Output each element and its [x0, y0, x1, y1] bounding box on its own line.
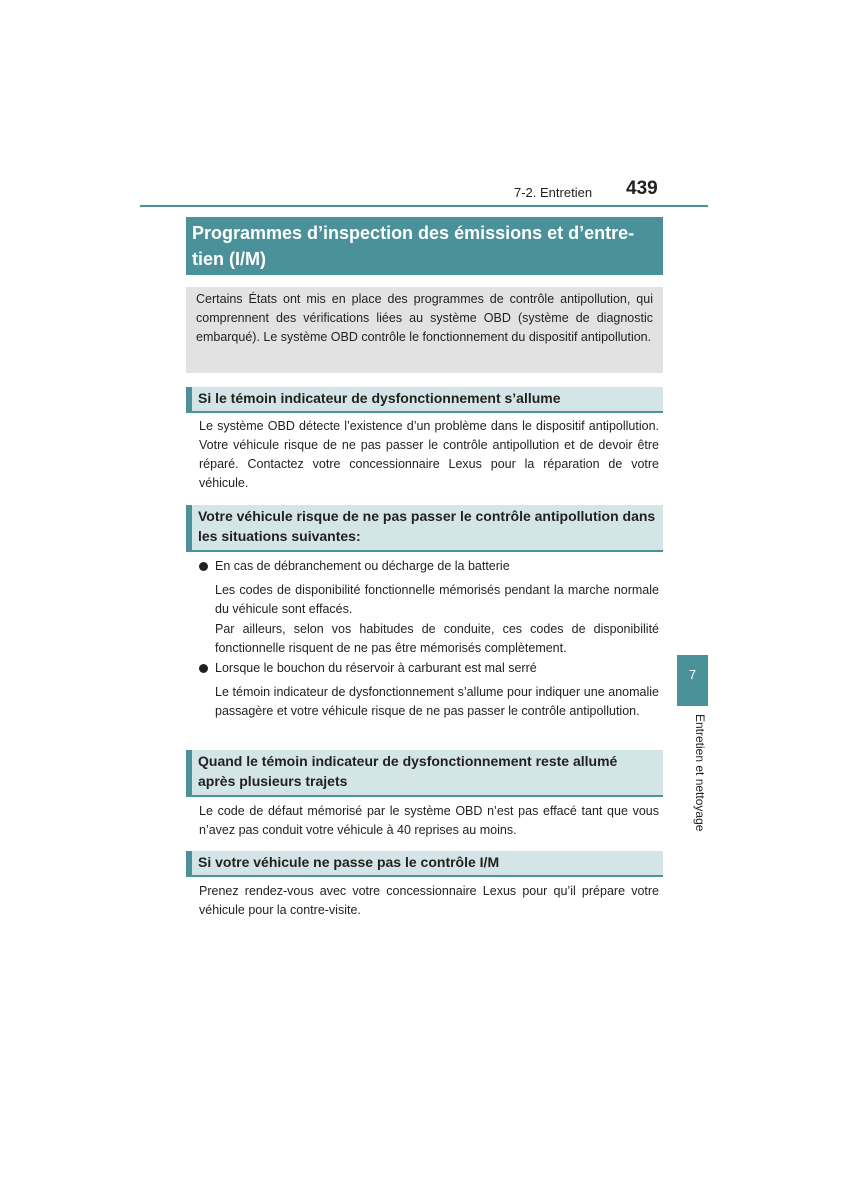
bullet-text-battery-2: Par ailleurs, selon vos habitudes de conduite, ces codes de disponibilité fonctionnelle risquent de ne pas être mémorisés complètement.: [215, 622, 659, 655]
section-text-warning-light: Le système OBD détecte l’existence d’un problème dans le dispositif antipollution. Votre véhicule risque de ne pas passer le contrôle antipollution et de devoir être réparé. Contactez votre concessionnaire Lexus pour la réparation de votre véhicule.: [199, 419, 659, 490]
section-text-fail-inspection: Prenez rendez-vous avec votre concessionnaire Lexus pour qu’il prépare votre véhicule pour la contre-visite.: [199, 884, 659, 917]
bullet-title-fuel-cap: Lorsque le bouchon du réservoir à carburant est mal serré: [215, 661, 537, 675]
bullet-icon: [199, 562, 208, 571]
page-title: Programmes d’inspection des émissions et d’entre-tien (I/M): [186, 217, 663, 275]
bullet-text-fuel-cap: Le témoin indicateur de dysfonctionnement s’allume pour indiquer une anomalie passagère et votre véhicule risque de ne pas passer le contrôle antipollution.: [215, 685, 659, 718]
intro-box: Certains États ont mis en place des programmes de contrôle antipollution, qui comprennent des vérifications liées au système OBD (système de diagnostic embarqué). Le système OBD contrôle le fonctionnement du dispositif antipollution.: [186, 287, 663, 373]
bullet-icon: [199, 664, 208, 673]
page-number: 439: [626, 178, 658, 199]
running-header-section: 7-2. Entretien: [514, 185, 593, 200]
header-divider: [140, 205, 708, 207]
section-heading-warning-light: Si le témoin indicateur de dysfonctionnement s’allume: [186, 387, 663, 411]
bullet-text-battery-1: Les codes de disponibilité fonctionnelle mémorisés pendant la marche normale du véhicule sont effacés.: [215, 583, 659, 616]
chapter-tab: 7: [677, 655, 708, 706]
bullet-title-battery: En cas de débranchement ou décharge de la batterie: [215, 559, 510, 573]
section-heading-fail-situations: Votre véhicule risque de ne pas passer le contrôle antipollution dans les situations suivantes:: [186, 505, 663, 550]
section-heading-light-stays-on: Quand le témoin indicateur de dysfonctionnement reste allumé après plusieurs trajets: [186, 750, 663, 795]
section-heading-fail-inspection: Si votre véhicule ne passe pas le contrôle I/M: [186, 851, 663, 875]
section-text-light-stays-on: Le code de défaut mémorisé par le système OBD n’est pas effacé tant que vous n’avez pas conduit votre véhicule à 40 reprises au moins.: [199, 804, 659, 837]
chapter-label: Entretien et nettoyage: [693, 714, 707, 832]
